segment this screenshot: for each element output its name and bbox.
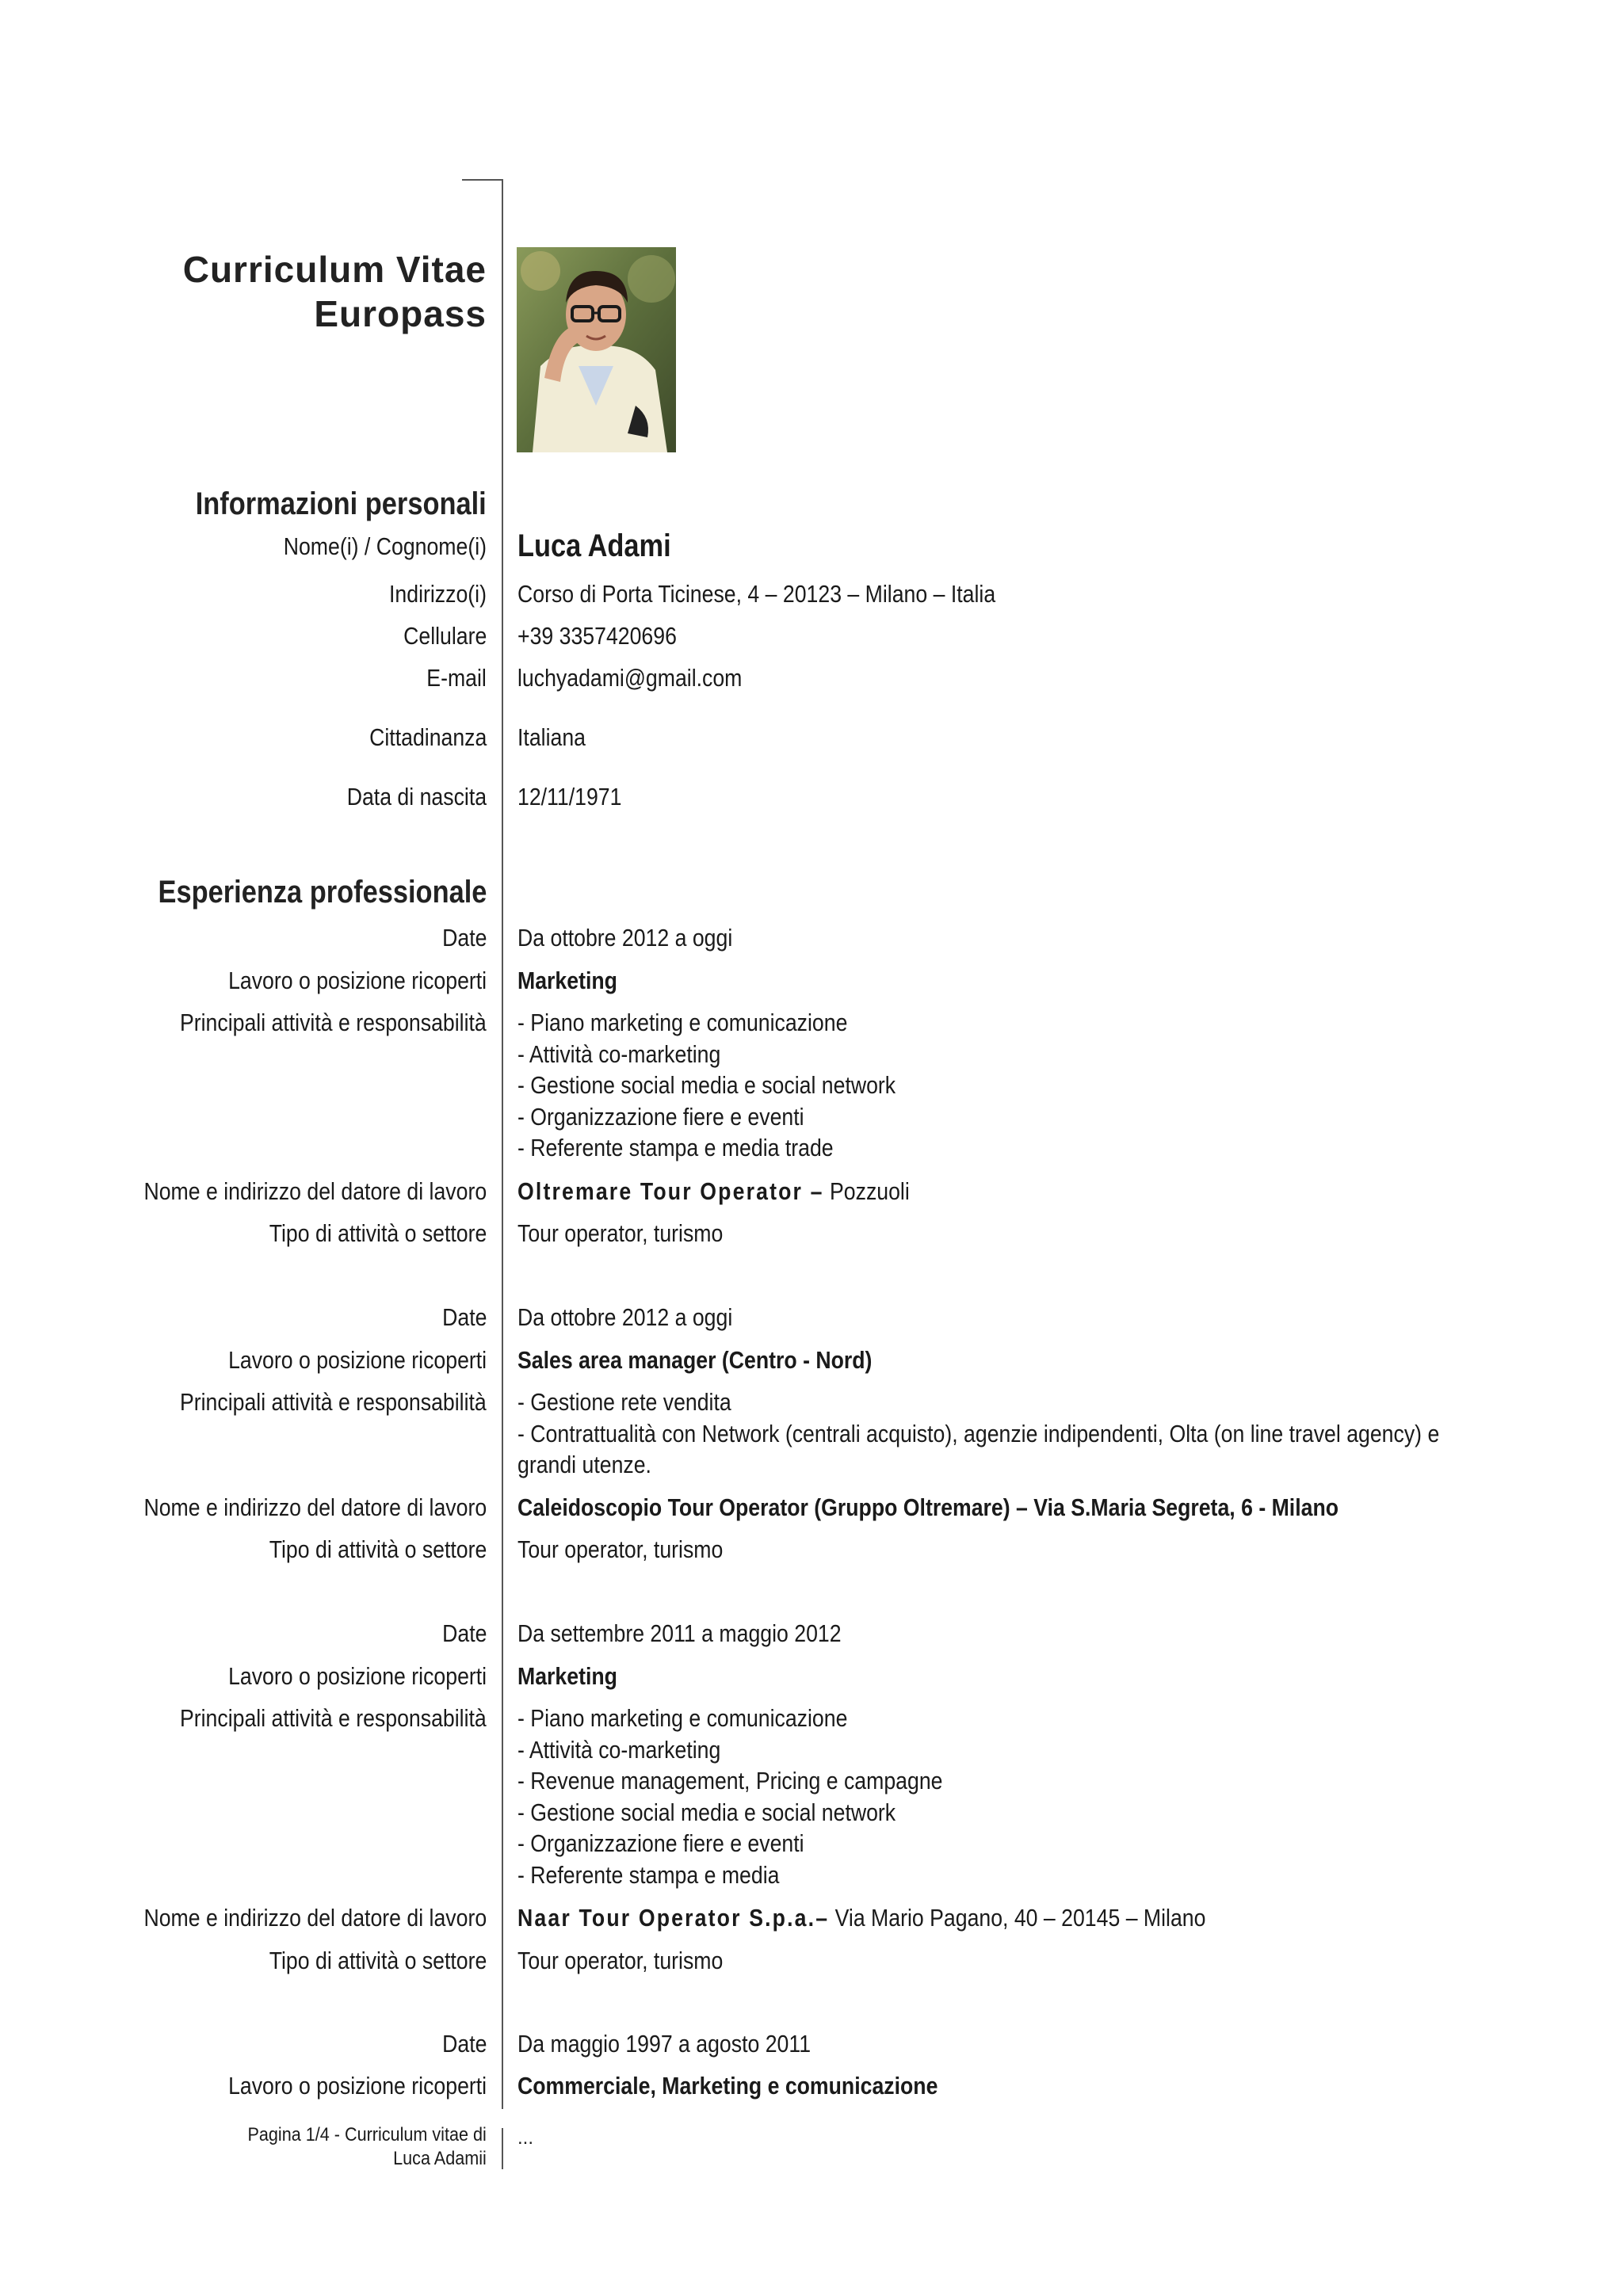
address-label: Indirizzo(i) — [389, 580, 487, 608]
birth-value: 12/11/1971 — [517, 783, 622, 810]
activity-item: - Organizzazione fiere e eventi — [517, 1829, 804, 1857]
activity-item: - Gestione rete vendita — [517, 1388, 731, 1416]
job3-activities-label: Principali attività e responsabilità — [180, 1704, 487, 1732]
section-title-personal: Informazioni personali — [196, 486, 487, 521]
job2-sector-label: Tipo di attività o settore — [269, 1535, 487, 1563]
activity-item: - Referente stampa e media trade — [517, 1134, 834, 1161]
activity-item: - Contrattualità con Network (centrali acquisto), agenzie indipendenti, Olta (on line travel agency) e — [517, 1419, 1440, 1447]
job2-activities-label: Principali attività e responsabilità — [180, 1388, 487, 1416]
activity-item: - Gestione social media e social network — [517, 1798, 896, 1826]
employer-name: Oltremare Tour Operator – — [517, 1177, 824, 1205]
job1-date-label: Date — [441, 924, 487, 952]
profile-photo-illustration — [517, 247, 676, 452]
job3-activities — [517, 1703, 942, 1890]
timeline-top-tick — [462, 179, 502, 181]
cv-title-line1: Curriculum Vitae — [182, 249, 487, 290]
job2-position: Sales area manager (Centro - Nord) — [517, 1346, 873, 1374]
job2-position-label: Lavoro o posizione ricoperti — [227, 1346, 487, 1374]
job3-date: Da settembre 2011 a maggio 2012 — [517, 1619, 842, 1647]
job4-date: Da maggio 1997 a agosto 2011 — [517, 2030, 812, 2058]
job1-employer — [517, 1176, 910, 1207]
email-value[interactable]: luchyadami@gmail.com — [517, 664, 743, 692]
activity-item: - Piano marketing e comunicazione — [517, 1704, 848, 1732]
citizenship-value: Italiana — [517, 723, 586, 751]
activity-item: - Organizzazione fiere e eventi — [517, 1102, 804, 1131]
email-label: E-mail — [426, 664, 487, 692]
employer-address: Pozzuoli — [823, 1177, 910, 1205]
job2-employer — [517, 1492, 1338, 1524]
job1-activities-label: Principali attività e responsabilità — [180, 1009, 487, 1036]
footer-divider — [502, 2128, 503, 2169]
job3-position: Marketing — [517, 1662, 617, 1690]
job2-sector: Tour operator, turismo — [517, 1535, 724, 1563]
job1-sector-label: Tipo di attività o settore — [269, 1219, 487, 1247]
job2-activities — [517, 1386, 1439, 1481]
job4-position-label: Lavoro o posizione ricoperti — [227, 2072, 487, 2100]
activity-item: grandi utenze. — [517, 1451, 651, 1478]
page-footer — [248, 2123, 487, 2171]
profile-photo — [517, 247, 676, 452]
job3-employer — [517, 1902, 1205, 1934]
employer-name: Naar Tour Operator S.p.a.– — [517, 1904, 830, 1932]
column-divider — [502, 179, 503, 2109]
mobile-label: Cellulare — [403, 622, 487, 650]
job3-employer-label: Nome e indirizzo del datore di lavoro — [143, 1904, 487, 1932]
job2-date: Da ottobre 2012 a oggi — [517, 1303, 733, 1331]
page-footer-line1: Pagina 1/4 - Curriculum vitae di — [247, 2124, 487, 2145]
job4-date-label: Date — [441, 2030, 487, 2058]
employer-address: Via Mario Pagano, 40 – 20145 – Milano — [829, 1904, 1206, 1932]
job3-sector-label: Tipo di attività o settore — [269, 1947, 487, 1974]
birth-label: Data di nascita — [346, 783, 487, 810]
job2-date-label: Date — [441, 1303, 487, 1331]
section-title-experience: Esperienza professionale — [158, 875, 487, 910]
cv-title-line2: Europass — [314, 293, 487, 334]
employer-name: Caleidoscopio Tour Operator (Gruppo Oltremare) – Via S.Maria Segreta, 6 - Milano — [517, 1493, 1339, 1521]
activity-item: - Attività co-marketing — [517, 1735, 721, 1764]
cv-title — [183, 247, 487, 336]
job1-sector: Tour operator, turismo — [517, 1219, 724, 1247]
activity-item: - Referente stampa e media — [517, 1860, 780, 1889]
address-value: Corso di Porta Ticinese, 4 – 20123 – Milano – Italia — [517, 580, 996, 608]
full-name: Luca Adami — [517, 528, 671, 563]
job3-position-label: Lavoro o posizione ricoperti — [227, 1662, 487, 1690]
job3-sector: Tour operator, turismo — [517, 1947, 724, 1974]
citizenship-label: Cittadinanza — [369, 723, 487, 751]
activity-item: - Attività co-marketing — [517, 1039, 721, 1068]
activity-item: - Gestione social media e social network — [517, 1071, 896, 1099]
mobile-value: +39 3357420696 — [517, 622, 677, 650]
name-label: Nome(i) / Cognome(i) — [283, 532, 487, 560]
job2-employer-label: Nome e indirizzo del datore di lavoro — [143, 1493, 487, 1521]
page-footer-line2: Luca Adamii — [393, 2148, 487, 2169]
job1-position-label: Lavoro o posizione ricoperti — [227, 967, 487, 994]
activity-item: - Revenue management, Pricing e campagne — [517, 1767, 943, 1794]
job4-position: Commerciale, Marketing e comunicazione — [517, 2072, 938, 2100]
job1-date: Da ottobre 2012 a oggi — [517, 924, 733, 952]
activity-item: - Piano marketing e comunicazione — [517, 1009, 848, 1036]
job1-activities — [517, 1007, 896, 1164]
job3-date-label: Date — [441, 1619, 487, 1647]
job1-employer-label: Nome e indirizzo del datore di lavoro — [143, 1177, 487, 1205]
continuation-marker: ... — [517, 2127, 534, 2149]
job1-position: Marketing — [517, 967, 617, 994]
